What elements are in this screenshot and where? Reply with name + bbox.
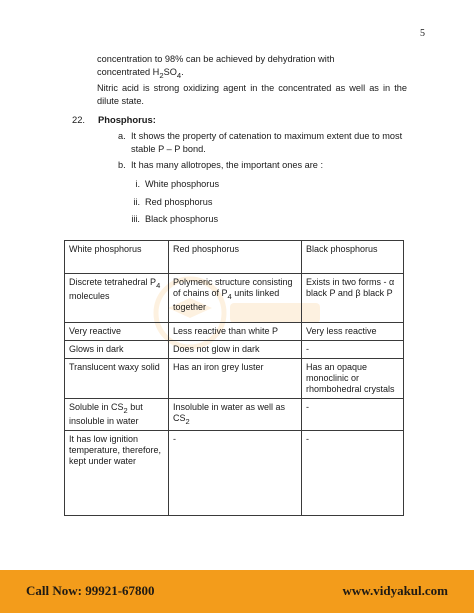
beta-symbol: β bbox=[355, 288, 361, 298]
phosphorus-comparison-table bbox=[64, 240, 404, 516]
subscript: 4 bbox=[176, 70, 182, 80]
table-cell bbox=[169, 274, 302, 323]
allotrope-item bbox=[120, 196, 212, 209]
cell-text: Discrete tetrahedral bbox=[69, 277, 151, 287]
list-text: White phosphorus bbox=[145, 179, 220, 189]
table-cell: Does not glow in dark bbox=[169, 341, 302, 359]
list-text: It has many allotropes, the important ones are : bbox=[131, 160, 324, 170]
punctuation: . bbox=[181, 66, 184, 77]
table-row bbox=[65, 399, 404, 431]
section-title: Phosphorus: bbox=[98, 114, 156, 125]
allotrope-item bbox=[120, 178, 219, 191]
table-header-cell: White phosphorus bbox=[65, 241, 169, 274]
cell-text: Insoluble in water as well as CS bbox=[173, 402, 286, 423]
paragraph-nitric-acid: Nitric acid is strong oxidizing agent in the concentrated as well as in the dilute state. bbox=[97, 83, 407, 106]
table-cell: - bbox=[302, 341, 404, 359]
table-cell: Glows in dark bbox=[65, 341, 169, 359]
para-line: concentrated H bbox=[97, 66, 160, 77]
table-cell bbox=[302, 274, 404, 323]
cell-text: but insoluble in water bbox=[69, 402, 143, 426]
table-row bbox=[65, 359, 404, 399]
cell-text: Exists in two forms - bbox=[306, 277, 390, 287]
table-header-cell: Black phosphorus bbox=[302, 241, 404, 274]
list-marker: b. bbox=[118, 160, 126, 170]
table-cell: Very less reactive bbox=[302, 323, 404, 341]
table-cell: Has an opaque monoclinic or rhombohedral crystals bbox=[302, 359, 404, 399]
table-row bbox=[65, 323, 404, 341]
cell-text: black P bbox=[360, 288, 393, 298]
table-cell: It has low ignition temperature, therefore, kept under water bbox=[65, 430, 169, 515]
table-row bbox=[65, 274, 404, 323]
table-cell: Less reactive than white P bbox=[169, 323, 302, 341]
alpha-symbol: α bbox=[389, 277, 395, 287]
list-item bbox=[97, 130, 409, 155]
paragraph-sulphuric-acid bbox=[97, 53, 407, 82]
subscript: 4 bbox=[156, 280, 161, 290]
table-row bbox=[65, 430, 404, 515]
subscript: 2 bbox=[185, 416, 190, 426]
section-number: 22. bbox=[72, 114, 86, 125]
table-cell: - bbox=[302, 399, 404, 431]
section-heading bbox=[72, 114, 156, 125]
table-cell: Translucent waxy solid bbox=[65, 359, 169, 399]
allotrope-item bbox=[120, 213, 218, 226]
cell-text: P bbox=[150, 277, 157, 287]
subscript: 2 bbox=[123, 405, 128, 415]
table-cell bbox=[65, 399, 169, 431]
table-cell bbox=[169, 399, 302, 431]
table-header-row bbox=[65, 241, 404, 274]
table-cell: Very reactive bbox=[65, 323, 169, 341]
cell-text: Polymeric structure consisting of chains of P bbox=[173, 277, 293, 298]
table-cell bbox=[65, 274, 169, 323]
cell-text: black P and bbox=[306, 288, 356, 298]
table-header-cell: Red phosphorus bbox=[169, 241, 302, 274]
para-line: concentration to 98% can be achieved by dehydration with bbox=[97, 54, 335, 64]
subscript: 4 bbox=[227, 291, 232, 301]
table-cell: - bbox=[169, 430, 302, 515]
formula-part: SO bbox=[163, 66, 177, 77]
table-cell: - bbox=[302, 430, 404, 515]
list-text: It shows the property of catenation to maximum extent due to most stable P – P bond. bbox=[131, 131, 403, 154]
page-number: 5 bbox=[420, 28, 425, 39]
cell-text: Soluble in CS bbox=[69, 402, 124, 412]
footer-phone: Call Now: 99921-67800 bbox=[26, 583, 155, 598]
list-item bbox=[97, 159, 409, 172]
footer-bar bbox=[0, 570, 474, 613]
cell-text: molecules bbox=[69, 290, 110, 301]
list-marker: iii. bbox=[131, 214, 140, 224]
list-text: Red phosphorus bbox=[145, 197, 213, 207]
table-cell: Has an iron grey luster bbox=[169, 359, 302, 399]
list-marker: a. bbox=[118, 131, 126, 141]
list-marker: i. bbox=[135, 179, 140, 189]
subscript: 2 bbox=[159, 70, 164, 80]
list-marker: ii. bbox=[133, 197, 140, 207]
cell-text: units linked together bbox=[173, 288, 280, 312]
footer-website-link[interactable]: www.vidyakul.com bbox=[342, 583, 448, 598]
list-text: Black phosphorus bbox=[145, 214, 219, 224]
table-row bbox=[65, 341, 404, 359]
